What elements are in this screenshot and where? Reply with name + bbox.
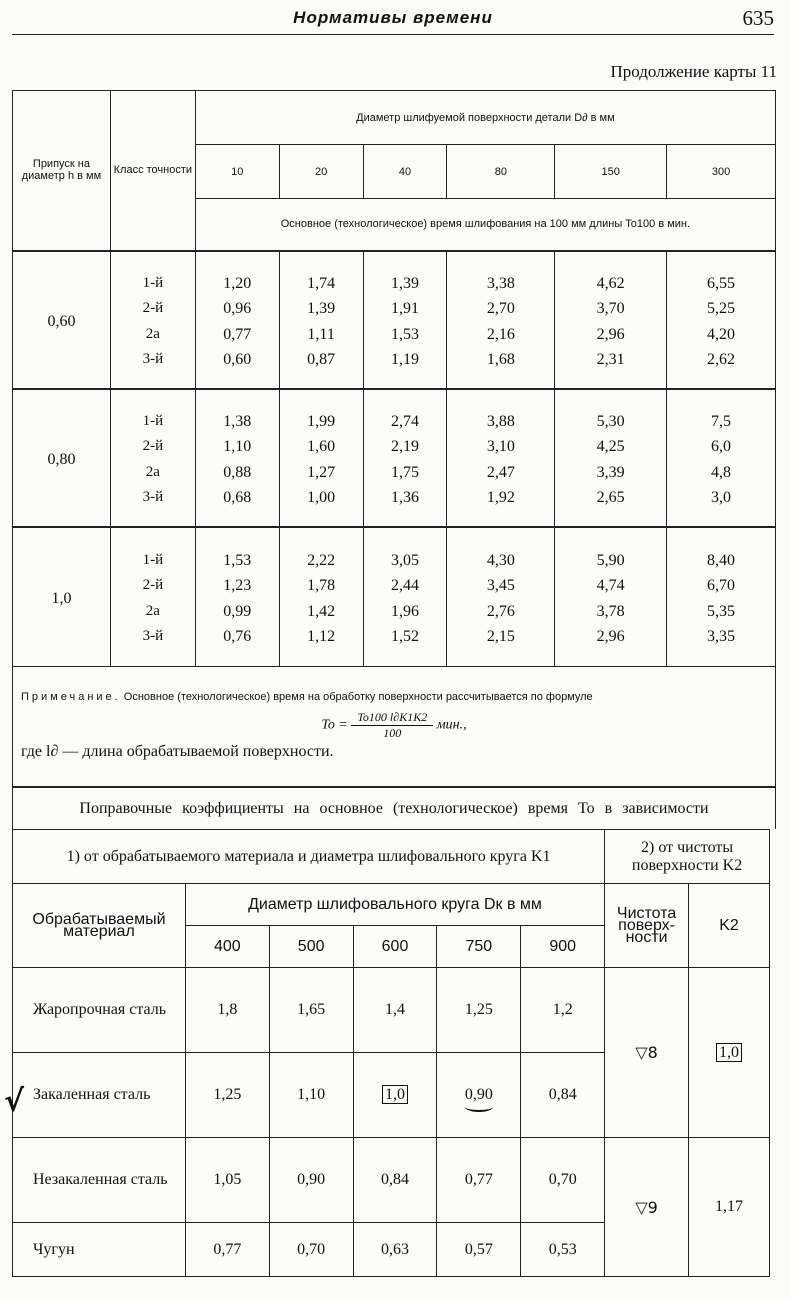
diameter-cell: 20 xyxy=(279,145,363,199)
formula-fraction xyxy=(351,710,433,741)
k1-value: 0,77 xyxy=(437,1138,521,1223)
diameter-cell: 150 xyxy=(555,145,667,199)
k2-value: 1,0 xyxy=(716,1043,742,1062)
k2-header: K2 xyxy=(689,884,770,968)
class-header: Класс точности xyxy=(110,91,195,251)
value-column: 7,5 6,0 4,8 3,0 xyxy=(667,389,776,527)
k1-value: 1,4 xyxy=(353,968,437,1053)
k1-value-cell xyxy=(437,1053,521,1138)
formula-unit: мин., xyxy=(436,717,467,733)
wheel-diameter-cell: 600 xyxy=(353,926,437,968)
k1-value: 1,2 xyxy=(521,968,605,1053)
note-cell xyxy=(13,667,776,787)
formula-numerator: To100 l∂K1K2 xyxy=(351,710,433,726)
wheel-diameter-cell: 500 xyxy=(269,926,353,968)
class-list: 1-й 2-й 2а 3-й xyxy=(110,527,195,667)
k1-value: 1,8 xyxy=(185,968,269,1053)
value-column: 3,38 2,70 2,16 1,68 xyxy=(447,251,555,389)
k1-value: 0,84 xyxy=(521,1053,605,1138)
wheel-diameter-cell: 750 xyxy=(437,926,521,968)
continuation-label: Продолжение карты 11 xyxy=(610,62,777,81)
k1-value: 1,10 xyxy=(269,1053,353,1138)
k1-value: 0,63 xyxy=(353,1223,437,1277)
note-body: Основное (технологическое) время на обработку поверхности рассчитывается по формуле xyxy=(123,690,593,703)
material-name: Жаропрочная сталь xyxy=(13,968,186,1053)
wheel-diameter-cell: 900 xyxy=(521,926,605,968)
k2-value-cell xyxy=(689,968,770,1138)
where-text: где l∂ — длина обрабатываемой поверхности. xyxy=(21,742,334,760)
time-header: Основное (технологическое) время шлифования на 100 мм длины To100 в мин. xyxy=(195,199,775,251)
k1-value: 0,84 xyxy=(353,1138,437,1223)
page-number: 635 xyxy=(742,6,774,30)
value-column: 3,88 3,10 2,47 1,92 xyxy=(447,389,555,527)
finish-header: Чистота поверх- ности xyxy=(605,884,689,968)
material-header: Обрабатываемый материал xyxy=(13,884,186,968)
k1-value: 1,25 xyxy=(185,1053,269,1138)
value-column: 5,90 4,74 3,78 2,96 xyxy=(555,527,667,667)
k1-value: 0,90 xyxy=(269,1138,353,1223)
k1-value-cell xyxy=(353,1053,437,1138)
allowance-value: 0,60 xyxy=(13,251,111,389)
finish-grade: ▽8 xyxy=(605,968,689,1138)
k1-value: 1,25 xyxy=(437,968,521,1053)
diameter-cell: 300 xyxy=(667,145,776,199)
finish-grade: ▽9 xyxy=(605,1138,689,1277)
page-header xyxy=(12,4,774,35)
k2-value: 1,17 xyxy=(689,1138,770,1277)
correction-title: Поправочные коэффициенты на основное (технологическое) время To в зависимости xyxy=(12,787,776,829)
material-name: Незакаленная сталь xyxy=(13,1138,186,1223)
k1-value: 0,77 xyxy=(185,1223,269,1277)
k1-value: 0,70 xyxy=(521,1138,605,1223)
value-column: 1,74 1,39 1,11 0,87 xyxy=(279,251,363,389)
diameter-header: Диаметр шлифуемой поверхности детали D∂ в мм xyxy=(195,91,775,145)
class-list: 1-й 2-й 2а 3-й xyxy=(110,251,195,389)
value-column: 4,30 3,45 2,76 2,15 xyxy=(447,527,555,667)
k1-value: 1,05 xyxy=(185,1138,269,1223)
grinding-time-table xyxy=(12,90,776,787)
diameter-cell: 80 xyxy=(447,145,555,199)
value-column: 1,99 1,60 1,27 1,00 xyxy=(279,389,363,527)
correction-table xyxy=(12,829,770,1277)
k1-value: 0,57 xyxy=(437,1223,521,1277)
wheel-header: Диаметр шлифовального круга Dк в мм xyxy=(185,884,604,926)
running-title: Нормативы времени xyxy=(293,8,493,27)
section2-title: 2) от чистоты поверхности K2 xyxy=(605,830,770,884)
note-text xyxy=(21,691,767,704)
margin-check-mark-icon: √ xyxy=(4,1084,25,1119)
allowance-value: 0,80 xyxy=(13,389,111,527)
value-column: 1,53 1,23 0,99 0,76 xyxy=(195,527,279,667)
k1-value: 1,65 xyxy=(269,968,353,1053)
value-column: 1,38 1,10 0,88 0,68 xyxy=(195,389,279,527)
value-column: 8,40 6,70 5,35 3,35 xyxy=(667,527,776,667)
wheel-diameter-cell: 400 xyxy=(185,926,269,968)
diameter-cell: 40 xyxy=(363,145,447,199)
k1-value: 0,90 xyxy=(464,1086,493,1103)
value-column: 2,22 1,78 1,42 1,12 xyxy=(279,527,363,667)
k1-value: 1,0 xyxy=(382,1085,408,1104)
allowance-header: Припуск на диаметр h в мм xyxy=(13,91,111,251)
note-word: Примечание. xyxy=(21,690,121,703)
value-column: 6,55 5,25 4,20 2,62 xyxy=(667,251,776,389)
class-list: 1-й 2-й 2а 3-й xyxy=(110,389,195,527)
time-formula xyxy=(21,710,767,741)
value-column: 1,20 0,96 0,77 0,60 xyxy=(195,251,279,389)
allowance-value: 1,0 xyxy=(13,527,111,667)
material-name: Закаленная сталь xyxy=(13,1053,186,1138)
k1-value: 0,70 xyxy=(269,1223,353,1277)
value-column: 5,30 4,25 3,39 2,65 xyxy=(555,389,667,527)
value-column: 1,39 1,91 1,53 1,19 xyxy=(363,251,447,389)
value-column: 2,74 2,19 1,75 1,36 xyxy=(363,389,447,527)
section1-title: 1) от обрабатываемого материала и диаметра шлифовального круга K1 xyxy=(13,830,605,884)
value-column: 3,05 2,44 1,96 1,52 xyxy=(363,527,447,667)
material-name: Чугун xyxy=(13,1223,186,1277)
formula-lhs: To = xyxy=(321,717,348,733)
formula-denominator: 100 xyxy=(383,725,402,740)
value-column: 4,62 3,70 2,96 2,31 xyxy=(555,251,667,389)
k1-value: 0,53 xyxy=(521,1223,605,1277)
diameter-cell: 10 xyxy=(195,145,279,199)
